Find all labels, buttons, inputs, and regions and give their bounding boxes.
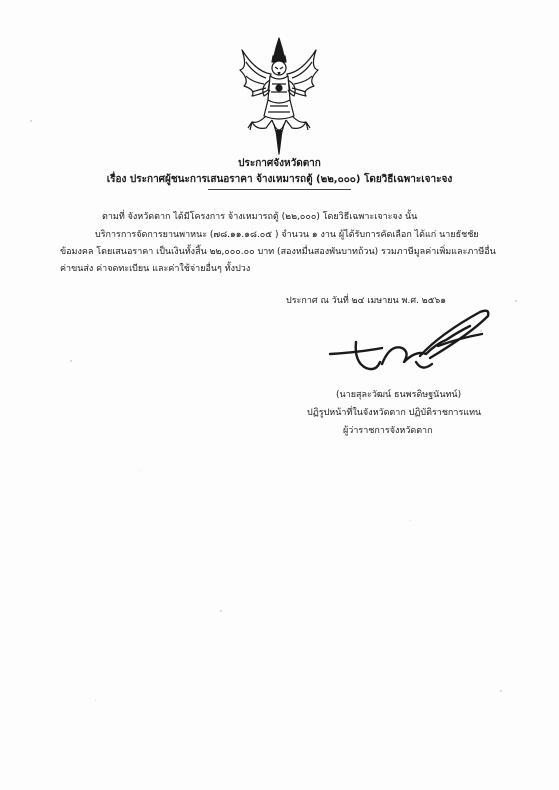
scan-speck [220,610,222,612]
announcement-date: ประกาศ ณ วันที่ ๒๔ เมษายน พ.ศ. ๒๕๖๑ [286,296,446,306]
handwritten-signature [320,304,495,386]
scan-speck [30,120,32,122]
scan-speck [515,300,517,302]
body-line-3: ข้อมงคล โดยเสนอราคา เป็นเงินทั้งสิ้น ๒๒,๐๐๐.๐๐ บาท (สองหมื่นสองพันบาทถ้วน) รวมภาษีมูลค่าเพิ่มและภาษีอื่น [60,247,496,257]
title-divider [208,189,351,190]
body-line-4: ค่าขนส่ง ค่าจดทะเบียน และค่าใช้จ่ายอื่นๆ ทั้งปวง [60,264,251,274]
body-line-2: บริการการจัดการยานพาหนะ (๗๘.๑๑.๑๘.๐๕ ) จำนวน ๑ งาน ผู้ได้รับการคัดเลือก ได้แก่ นายธัชชัย [95,230,479,240]
signatory-name: (นายสุละวัฒน์ ธนพรดิษฐนันทน์) [336,390,462,400]
document-title: ประกาศจังหวัดตาก [238,158,321,169]
body-line-1: ตามที่ จังหวัดตาก ได้มีโครงการ จ้างเหมารถตู้ (๒๒,๐๐๐) โดยวิธีเฉพาะเจาะจง นั้น [102,212,418,222]
scan-speck [410,520,411,521]
signatory-position-title: ผู้ว่าราชการจังหวัดตาก [343,426,433,436]
scan-speck [500,690,502,692]
scan-speck [140,470,141,471]
scan-speck [95,700,96,701]
document-subject: เรื่อง ประกาศผู้ชนะการเสนอราคา จ้างเหมารถตู้ (๒๒,๐๐๐) โดยวิธีเฉพาะเจาะจง [106,174,453,185]
garuda-emblem-icon [238,36,320,156]
signatory-position: ปฏิรูปหน้าที่ในจังหวัดตาก ปฏิบัติราชการแทน [307,408,482,418]
scan-speck [70,360,72,362]
